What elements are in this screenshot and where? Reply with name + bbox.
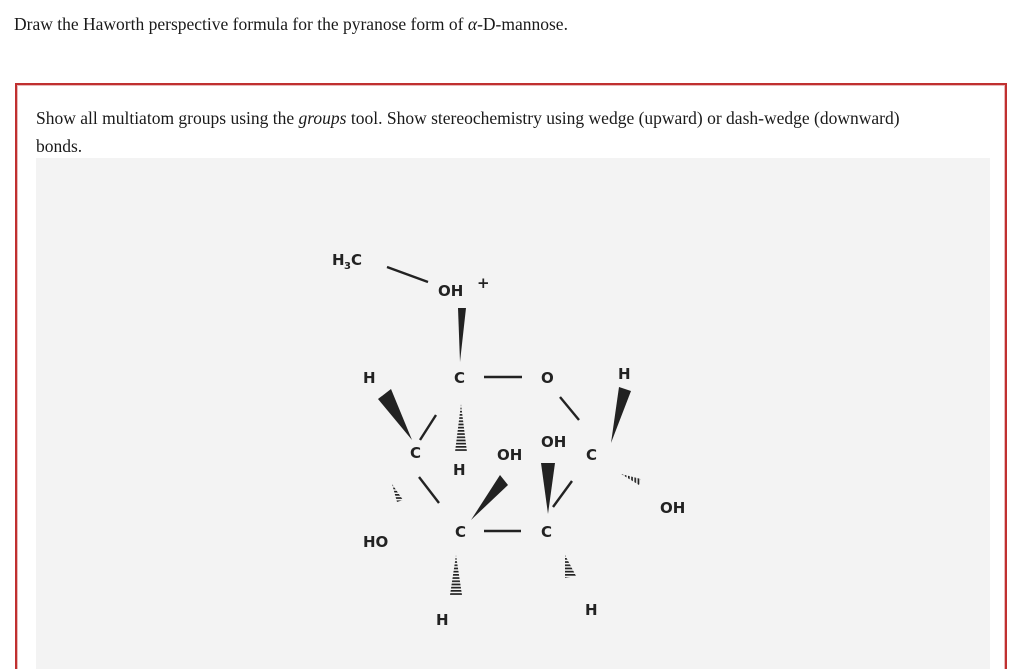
bond-o-cright[interactable]: [560, 397, 579, 420]
instructions-part1: Show all multiatom groups using the: [36, 108, 299, 128]
atom-c-left[interactable]: C: [410, 444, 422, 462]
wedge-cleft-h[interactable]: [378, 389, 412, 440]
bond-cbr-cright[interactable]: [553, 481, 572, 507]
question-alpha: α: [467, 14, 478, 34]
atom-c-bottom-left[interactable]: C: [455, 523, 467, 541]
atom-h-right[interactable]: H: [618, 365, 631, 383]
wedge-cright-h[interactable]: [611, 387, 631, 443]
instructions: [36, 104, 916, 160]
atom-c-bottom-right[interactable]: C: [541, 523, 553, 541]
atom-h3c-h[interactable]: H: [332, 251, 345, 269]
dash-cbl-h[interactable]: [450, 555, 462, 595]
atom-o-ring[interactable]: O: [541, 369, 554, 387]
dash-cleft-ho[interactable]: [392, 484, 403, 502]
question-prompt: [14, 12, 568, 36]
charge-plus[interactable]: +: [477, 274, 490, 292]
atom-h3c-c[interactable]: C: [351, 251, 363, 269]
molecule-structure[interactable]: [36, 158, 990, 669]
question-sugar: -mannose.: [495, 14, 568, 34]
atom-h-bottom-left[interactable]: H: [436, 611, 449, 629]
atom-c-top[interactable]: C: [454, 369, 466, 387]
atom-oh-inner-left[interactable]: OH: [497, 446, 523, 464]
bond-h3c-oh[interactable]: [387, 267, 428, 282]
answer-box: [15, 83, 1007, 669]
wedge-cbl-h[interactable]: [471, 475, 508, 520]
instructions-part2: tool. Show stereochemistry using wedge (upward) or dash-wedge (downward) bonds.: [36, 108, 900, 156]
bond-cleft-ctop[interactable]: [420, 415, 436, 440]
atom-oh-inner-right[interactable]: OH: [541, 433, 567, 451]
question-text: Draw the Haworth perspective formula for the pyranose form of: [14, 14, 468, 34]
drawing-canvas[interactable]: [36, 158, 990, 669]
dash-ctop-h[interactable]: [455, 404, 467, 452]
atom-ho-left[interactable]: HO: [363, 533, 389, 551]
instructions-groups-word: groups: [298, 108, 347, 128]
atom-c-right[interactable]: C: [586, 446, 598, 464]
atom-oh-top[interactable]: OH: [438, 282, 464, 300]
question-dash: -: [477, 14, 483, 34]
wedge-ctop-oh[interactable]: [458, 308, 466, 362]
question-d-label: D: [482, 14, 496, 34]
bond-cleft-cbl[interactable]: [419, 477, 439, 503]
atom-h3c-subscript: 3: [344, 261, 351, 272]
atom-h-inner[interactable]: H: [453, 461, 466, 479]
dash-cright-oh[interactable]: [621, 474, 641, 485]
atom-oh-right[interactable]: OH: [660, 499, 686, 517]
atom-h-left[interactable]: H: [363, 369, 376, 387]
atom-h-bottom-right[interactable]: H: [585, 601, 598, 619]
dash-cbr-h[interactable]: [565, 555, 576, 578]
